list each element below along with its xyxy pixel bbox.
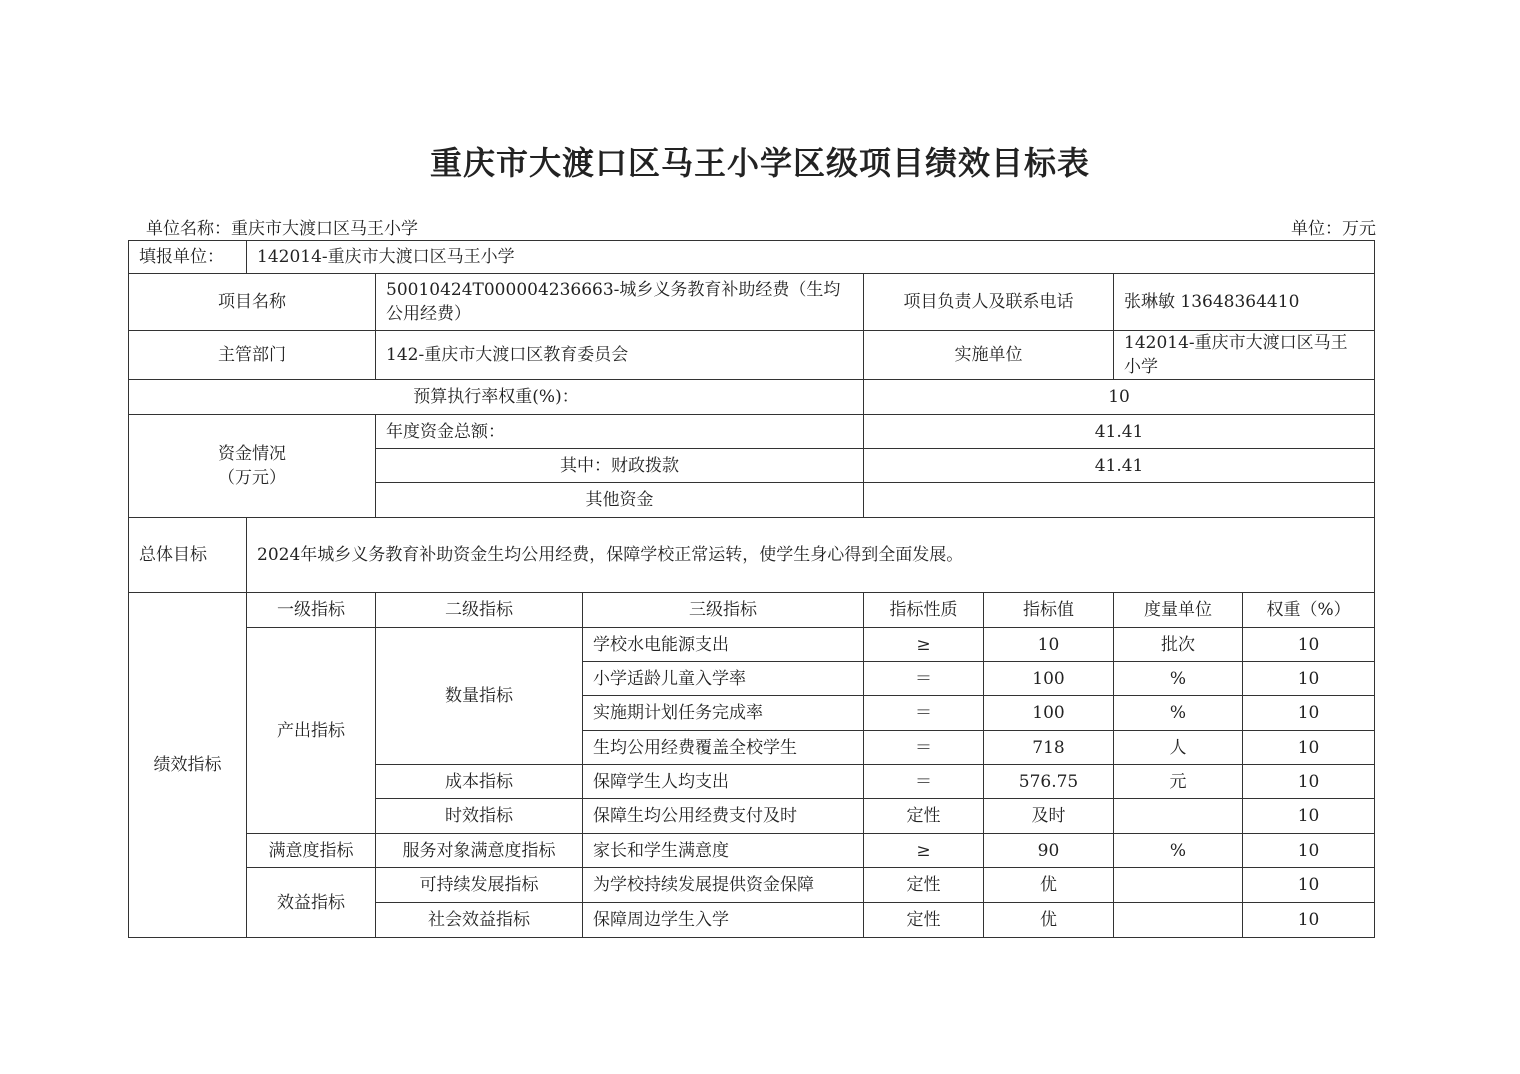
indicator-weight: 10 xyxy=(1243,868,1375,903)
fill-unit-label: 填报单位： xyxy=(129,241,247,274)
goal-label: 总体目标 xyxy=(129,518,247,593)
indicator-name: 家长和学生满意度 xyxy=(583,834,864,868)
level2-timeliness: 时效指标 xyxy=(376,799,583,834)
funds-fiscal-value: 41.41 xyxy=(864,449,1375,483)
indicator-unit xyxy=(1114,799,1243,834)
indicator-weight: 10 xyxy=(1243,834,1375,868)
indicator-value: 优 xyxy=(984,868,1114,903)
budget-weight-value: 10 xyxy=(864,380,1375,415)
indicator-value: 及时 xyxy=(984,799,1114,834)
contact-value: 张琳敏 13648364410 xyxy=(1114,274,1375,331)
indicator-value: 576.75 xyxy=(984,765,1114,799)
indicator-unit xyxy=(1114,868,1243,903)
dept-label: 主管部门 xyxy=(129,331,376,380)
header-weight: 权重（%） xyxy=(1243,593,1375,628)
indicator-weight: 10 xyxy=(1243,696,1375,731)
funds-label-line2: （万元） xyxy=(218,468,286,488)
indicator-nature: ＝ xyxy=(864,696,984,731)
indicator-unit: 人 xyxy=(1114,731,1243,765)
unit-measure: 单位：万元 xyxy=(1291,219,1376,239)
level2-service-satisfaction: 服务对象满意度指标 xyxy=(376,834,583,868)
funds-other-label: 其他资金 xyxy=(376,483,864,518)
indicator-weight: 10 xyxy=(1243,903,1375,938)
project-name-value: 50010424T000004236663-城乡义务教育补助经费（生均公用经费） xyxy=(376,274,864,331)
indicator-nature: ＝ xyxy=(864,765,984,799)
header-level2: 二级指标 xyxy=(376,593,583,628)
indicator-name: 实施期计划任务完成率 xyxy=(583,696,864,731)
header-value: 指标值 xyxy=(984,593,1114,628)
indicator-unit: % xyxy=(1114,834,1243,868)
indicator-nature: 定性 xyxy=(864,868,984,903)
indicator-value: 90 xyxy=(984,834,1114,868)
indicator-unit xyxy=(1114,903,1243,938)
performance-table xyxy=(128,240,1375,938)
funds-fiscal-label: 其中：财政拨款 xyxy=(376,449,864,483)
indicator-unit: 批次 xyxy=(1114,628,1243,662)
indicator-nature: ＝ xyxy=(864,731,984,765)
indicator-name: 保障生均公用经费支付及时 xyxy=(583,799,864,834)
indicator-unit: % xyxy=(1114,662,1243,696)
indicator-nature: ＝ xyxy=(864,662,984,696)
indicator-weight: 10 xyxy=(1243,731,1375,765)
indicator-name: 生均公用经费覆盖全校学生 xyxy=(583,731,864,765)
indicator-value: 优 xyxy=(984,903,1114,938)
indicator-nature: ≥ xyxy=(864,834,984,868)
indicator-name: 为学校持续发展提供资金保障 xyxy=(583,868,864,903)
indicator-nature: 定性 xyxy=(864,799,984,834)
level2-quantity: 数量指标 xyxy=(376,628,583,765)
unit-name: 单位名称：重庆市大渡口区马王小学 xyxy=(146,219,418,239)
indicator-unit: % xyxy=(1114,696,1243,731)
indicator-name: 保障周边学生入学 xyxy=(583,903,864,938)
indicator-nature: ≥ xyxy=(864,628,984,662)
impl-unit-value: 142014-重庆市大渡口区马王小学 xyxy=(1114,331,1375,380)
budget-weight-label: 预算执行率权重(%)： xyxy=(129,380,864,415)
goal-text: 2024年城乡义务教育补助资金生均公用经费，保障学校正常运转，使学生身心得到全面发展。 xyxy=(247,518,1375,593)
indicator-weight: 10 xyxy=(1243,628,1375,662)
header-nature: 指标性质 xyxy=(864,593,984,628)
impl-unit-label: 实施单位 xyxy=(864,331,1114,380)
indicator-weight: 10 xyxy=(1243,765,1375,799)
header-level3: 三级指标 xyxy=(583,593,864,628)
level1-benefit: 效益指标 xyxy=(247,868,376,938)
indicator-weight: 10 xyxy=(1243,799,1375,834)
project-name-label: 项目名称 xyxy=(129,274,376,331)
dept-value: 142-重庆市大渡口区教育委员会 xyxy=(376,331,864,380)
indicator-name: 小学适龄儿童入学率 xyxy=(583,662,864,696)
funds-other-value xyxy=(864,483,1375,518)
level2-sustainable: 可持续发展指标 xyxy=(376,868,583,903)
funds-label xyxy=(129,415,376,518)
level2-cost: 成本指标 xyxy=(376,765,583,799)
indicators-section-label: 绩效指标 xyxy=(129,593,247,938)
indicator-unit: 元 xyxy=(1114,765,1243,799)
funds-total-value: 41.41 xyxy=(864,415,1375,449)
funds-label-line1: 资金情况 xyxy=(218,444,286,464)
indicator-weight: 10 xyxy=(1243,662,1375,696)
indicator-value: 718 xyxy=(984,731,1114,765)
contact-label: 项目负责人及联系电话 xyxy=(864,274,1114,331)
level1-satisfaction: 满意度指标 xyxy=(247,834,376,868)
indicator-nature: 定性 xyxy=(864,903,984,938)
indicator-name: 学校水电能源支出 xyxy=(583,628,864,662)
indicator-name: 保障学生人均支出 xyxy=(583,765,864,799)
header-level1: 一级指标 xyxy=(247,593,376,628)
page-title: 重庆市大渡口区马王小学区级项目绩效目标表 xyxy=(429,144,1090,182)
funds-total-label: 年度资金总额： xyxy=(376,415,864,449)
level2-social-benefit: 社会效益指标 xyxy=(376,903,583,938)
fill-unit-value: 142014-重庆市大渡口区马王小学 xyxy=(247,241,1375,274)
level1-output: 产出指标 xyxy=(247,628,376,834)
indicator-value: 100 xyxy=(984,662,1114,696)
header-unit: 度量单位 xyxy=(1114,593,1243,628)
indicator-value: 10 xyxy=(984,628,1114,662)
indicator-value: 100 xyxy=(984,696,1114,731)
